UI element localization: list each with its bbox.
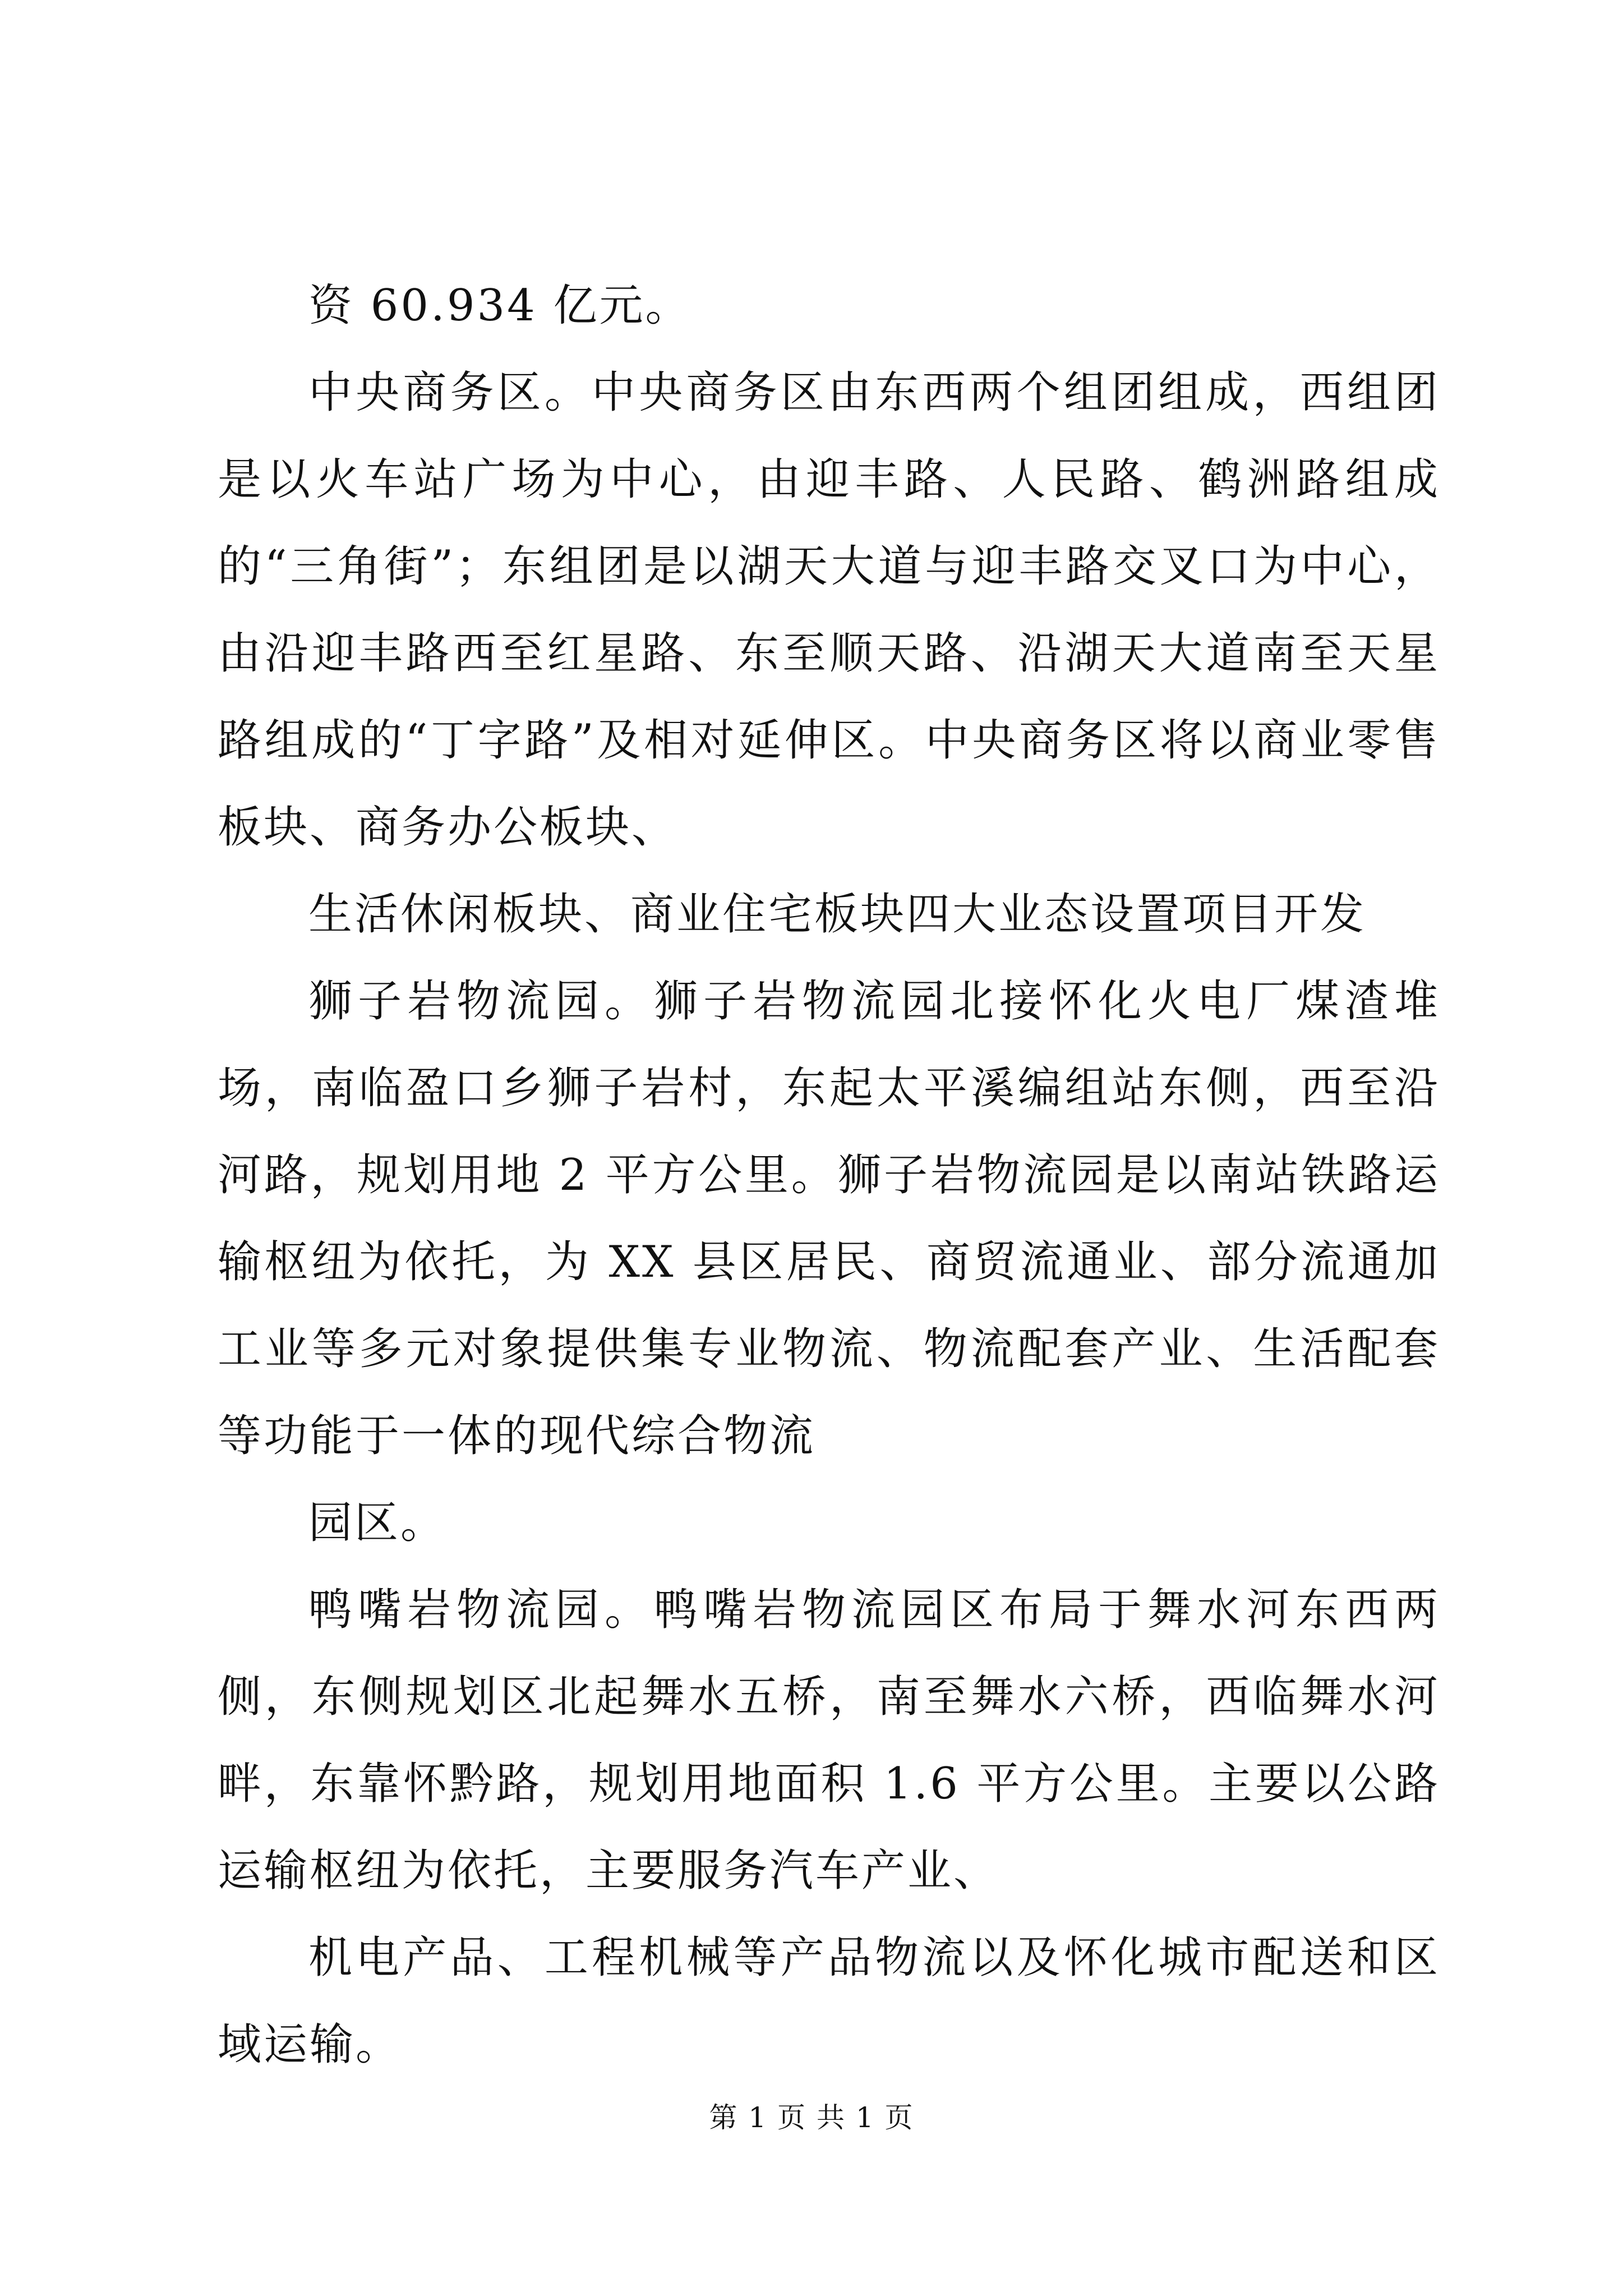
document-body [218, 263, 1440, 2088]
paragraph-4: 狮子岩物流园。狮子岩物流园北接怀化火电厂煤渣堆场，南临盈口乡狮子岩村，东起太平溪编组站东侧，西至沿河路，规划用地 2 平方公里。狮子岩物流园是以南站铁路运输枢纽为依托，为 XX 县区居民、商贸流通业、部分流通加工业等多元对象提供集专业物流、物流配套产业、生活配套等功能于一体的现代综合物流 [218, 976, 1440, 1461]
paragraph-2: 中央商务区。中央商务区由东西两个组团组成，西组团是以火车站广场为中心，由迎丰路、人民路、鹤洲路组成的“三角街”；东组团是以湖天大道与迎丰路交叉口为中心，由沿迎丰路西至红星路、东至顺天路、沿湖天大道南至天星路组成的“丁字路”及相对延伸区。中央商务区将以商业零售板块、商务办公板块、 [218, 367, 1440, 853]
page-footer: 第 1 页 共 1 页 [709, 2101, 914, 2134]
paragraph-3: 生活休闲板块、商业住宅板块四大业态设置项目开发 [308, 889, 1367, 940]
paragraph-6: 鸭嘴岩物流园。鸭嘴岩物流园区布局于舞水河东西两侧，东侧规划区北起舞水五桥，南至舞水六桥，西临舞水河畔，东靠怀黔路，规划用地面积 1.6 平方公里。主要以公路运输枢纽为依托，主要服务汽车产业、 [218, 1585, 1440, 1896]
paragraph-7: 机电产品、工程机械等产品物流以及怀化城市配送和区域运输。 [218, 1932, 1440, 2070]
paragraph-1: 资 60.934 亿元。 [308, 280, 691, 331]
paragraph-5: 园区。 [308, 1498, 447, 1548]
